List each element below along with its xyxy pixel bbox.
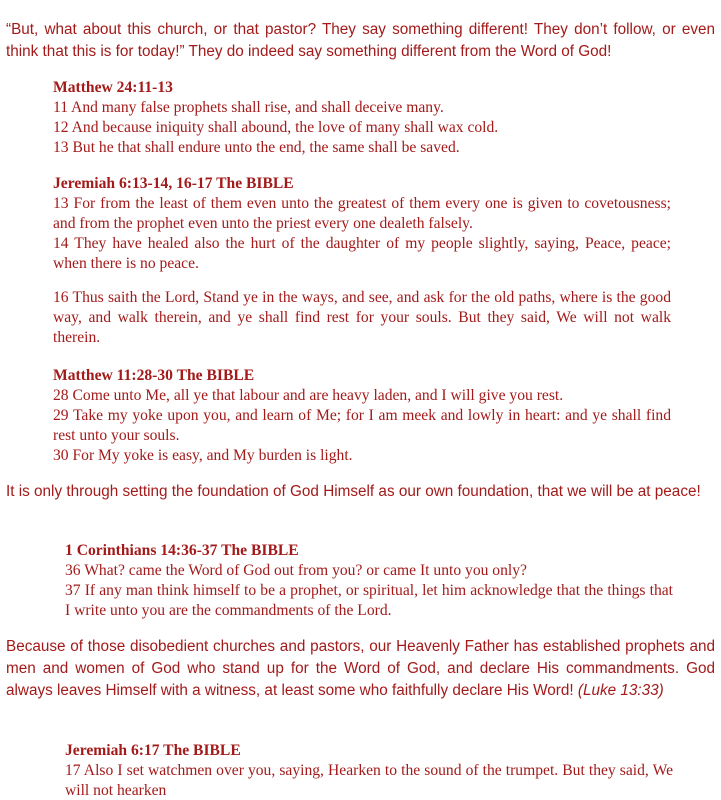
peace-text: It is only through setting the foundation of God Himself as our own foundation, that we will be at peace! <box>6 483 701 500</box>
verse: 14 They have healed also the hurt of the daughter of my people slightly, saying, Peace, peace; when there is no peace. <box>53 235 671 272</box>
quote-1-corinthians-14 <box>65 541 673 621</box>
verse: 12 And because iniquity shall abound, the love of many shall wax cold. <box>53 119 499 136</box>
witness-text <box>0 636 721 702</box>
witness-paragraph <box>0 636 721 702</box>
intro-text: “But, what about this church, or that pastor? They say something different! They don’t follow, or even think that this is for today!” They do indeed say something different from the Word of God! <box>6 21 715 60</box>
luke-reference: (Luke 13:33) <box>577 682 664 699</box>
quote-matthew-11 <box>53 366 671 466</box>
verse: 17 Also I set watchmen over you, saying, Hearken to the sound of the trumpet. But they said, We will not hearken <box>65 762 673 799</box>
quote-reference: Matthew 11:28-30 The BIBLE <box>53 367 255 384</box>
quote-reference: Jeremiah 6:17 The BIBLE <box>65 742 241 759</box>
verse: 28 Come unto Me, all ye that labour and are heavy laden, and I will give you rest. <box>53 387 564 404</box>
verse: 36 What? came the Word of God out from you? or came It unto you only? <box>65 562 527 579</box>
quote-reference: Jeremiah 6:13-14, 16-17 The BIBLE <box>53 175 294 192</box>
verse: 11 And many false prophets shall rise, and shall deceive many. <box>53 99 444 116</box>
verse: 29 Take my yoke upon you, and learn of Me; for I am meek and lowly in heart: and ye shall find rest unto your souls. <box>53 407 671 444</box>
verse: 37 If any man think himself to be a prophet, or spiritual, let him acknowledge that the things that I write unto you are the commandments of the Lord. <box>65 582 673 619</box>
quote-matthew-24 <box>53 78 671 158</box>
verse: 13 But he that shall endure unto the end, the same shall be saved. <box>53 139 460 156</box>
quote-reference: Matthew 24:11-13 <box>53 79 173 96</box>
quote-jeremiah-6 <box>53 174 671 348</box>
quote-jeremiah-6-17 <box>65 741 673 800</box>
verse: 30 For My yoke is easy, and My burden is light. <box>53 447 353 464</box>
verse: 16 Thus saith the Lord, Stand ye in the ways, and see, and ask for the old paths, where is the good way, and walk therein, and ye shall find rest for your souls. But they said, We will not walk therein. <box>53 289 671 346</box>
peace-paragraph <box>0 481 721 503</box>
verse: 13 For from the least of them even unto the greatest of them every one is given to covetousness; and from the prophet even unto the priest every one dealeth falsely. <box>53 195 671 232</box>
quote-reference: 1 Corinthians 14:36-37 The BIBLE <box>65 542 299 559</box>
witness-body: Because of those disobedient churches and pastors, our Heavenly Father has established prophets and men and women of God who stand up for the Word of God, and declare His commandments. God always leaves Himself with a witness, at least some who faithfully declare His Word! <box>6 638 715 699</box>
intro-paragraph <box>0 19 721 63</box>
